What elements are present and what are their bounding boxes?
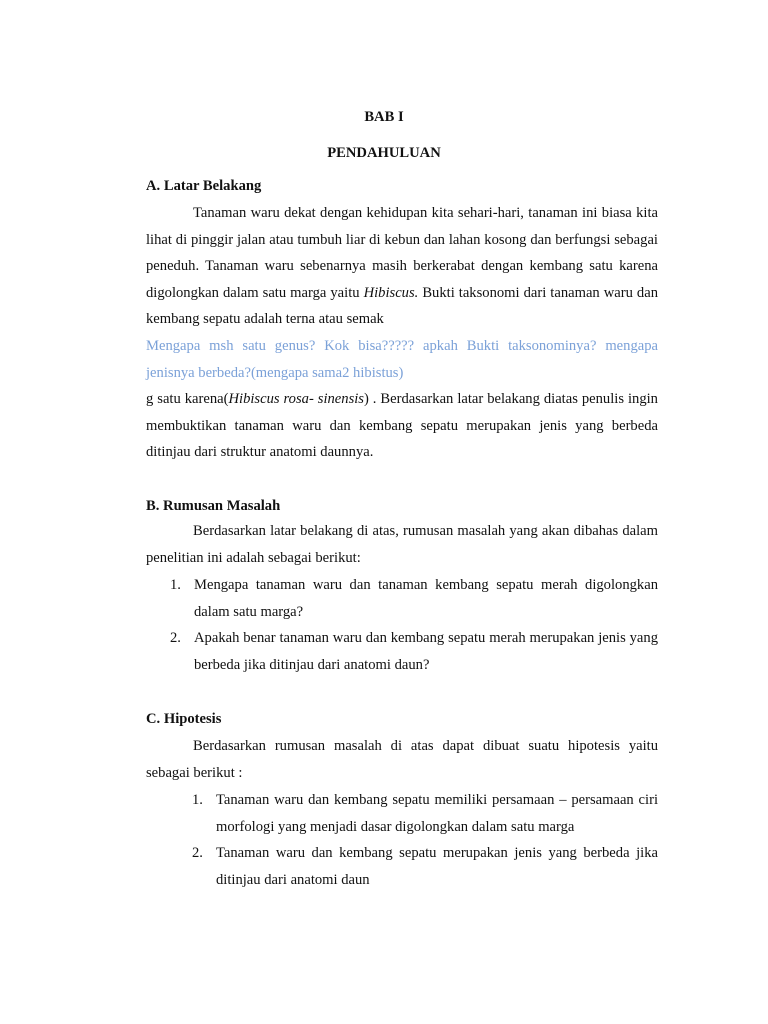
background-text: Tanaman waru dekat dengan kehidupan kita sehari-hari, tanaman ini biasa kita lihat di pinggir jalan atau tumbuh liar di kebun dan lahan kosong dan berfungsi sebagai peneduh. Tanaman waru sebenarnya masih berkerabat dengan kembang satu karena digolongkan dalam satu marga yaitu [146, 205, 658, 301]
section-c-heading: C. Hipotesis [146, 711, 222, 727]
problem-intro: Berdasarkan latar belakang di atas, rumusan masalah yang akan dibahas dalam penelitian ini adalah sebagai berikut: [146, 523, 658, 566]
continued-text-end: ) . Berdasarkan latar belakang diatas penulis ingin membuktikan tanaman waru dan kembang sepatu merupakan jenis yang berbeda ditinjau dari struktur anatomi daunnya. [146, 391, 658, 461]
list-text: Apakah benar tanaman waru dan kembang sepatu merah merupakan jenis yang berbeda jika ditinjau dari anatomi daun? [194, 630, 658, 673]
genus-name: Hibiscus. [363, 284, 419, 301]
list-number: 1. [192, 792, 203, 808]
list-number: 2. [192, 845, 203, 861]
chapter-title: PENDAHULUAN [327, 145, 441, 161]
background-text-end: Bukti taksonomi dari tanaman waru dan kembang sepatu adalah terna atau semak [146, 284, 659, 328]
section-b-heading: B. Rumusan Masalah [146, 498, 281, 514]
reviewer-comment: Mengapa msh satu genus? Kok bisa????? apkah Bukti taksonominya? mengapa jenisnya berbeda?(mengapa sama2 hibistus) [146, 338, 658, 381]
chapter-number: BAB I [364, 109, 404, 125]
list-text: Mengapa tanaman waru dan tanaman kembang sepatu merah digolongkan dalam satu marga? [194, 577, 658, 620]
background-paragraph [146, 200, 658, 333]
background-paragraph-continued [146, 386, 658, 466]
species-name: Hibiscus rosa- sinensis [228, 391, 364, 407]
list-text: Tanaman waru dan kembang sepatu memiliki persamaan – persamaan ciri morfologi yang menjadi dasar digolongkan dalam satu marga [216, 792, 658, 835]
list-text: Tanaman waru dan kembang sepatu merupakan jenis yang berbeda jika ditinjau dari anatomi daun [216, 845, 658, 888]
list-item [192, 840, 658, 893]
list-number: 1. [170, 577, 181, 593]
hypothesis-intro: Berdasarkan rumusan masalah di atas dapat dibuat suatu hipotesis yaitu sebagai berikut : [146, 738, 658, 781]
list-item [192, 787, 658, 840]
hypothesis-list [192, 787, 658, 893]
list-item [170, 625, 658, 678]
problem-list [170, 572, 658, 678]
section-a-heading: A. Latar Belakang [146, 178, 262, 194]
list-number: 2. [170, 630, 181, 646]
list-item [170, 572, 658, 625]
continued-text-start: g satu karena( [146, 391, 229, 407]
